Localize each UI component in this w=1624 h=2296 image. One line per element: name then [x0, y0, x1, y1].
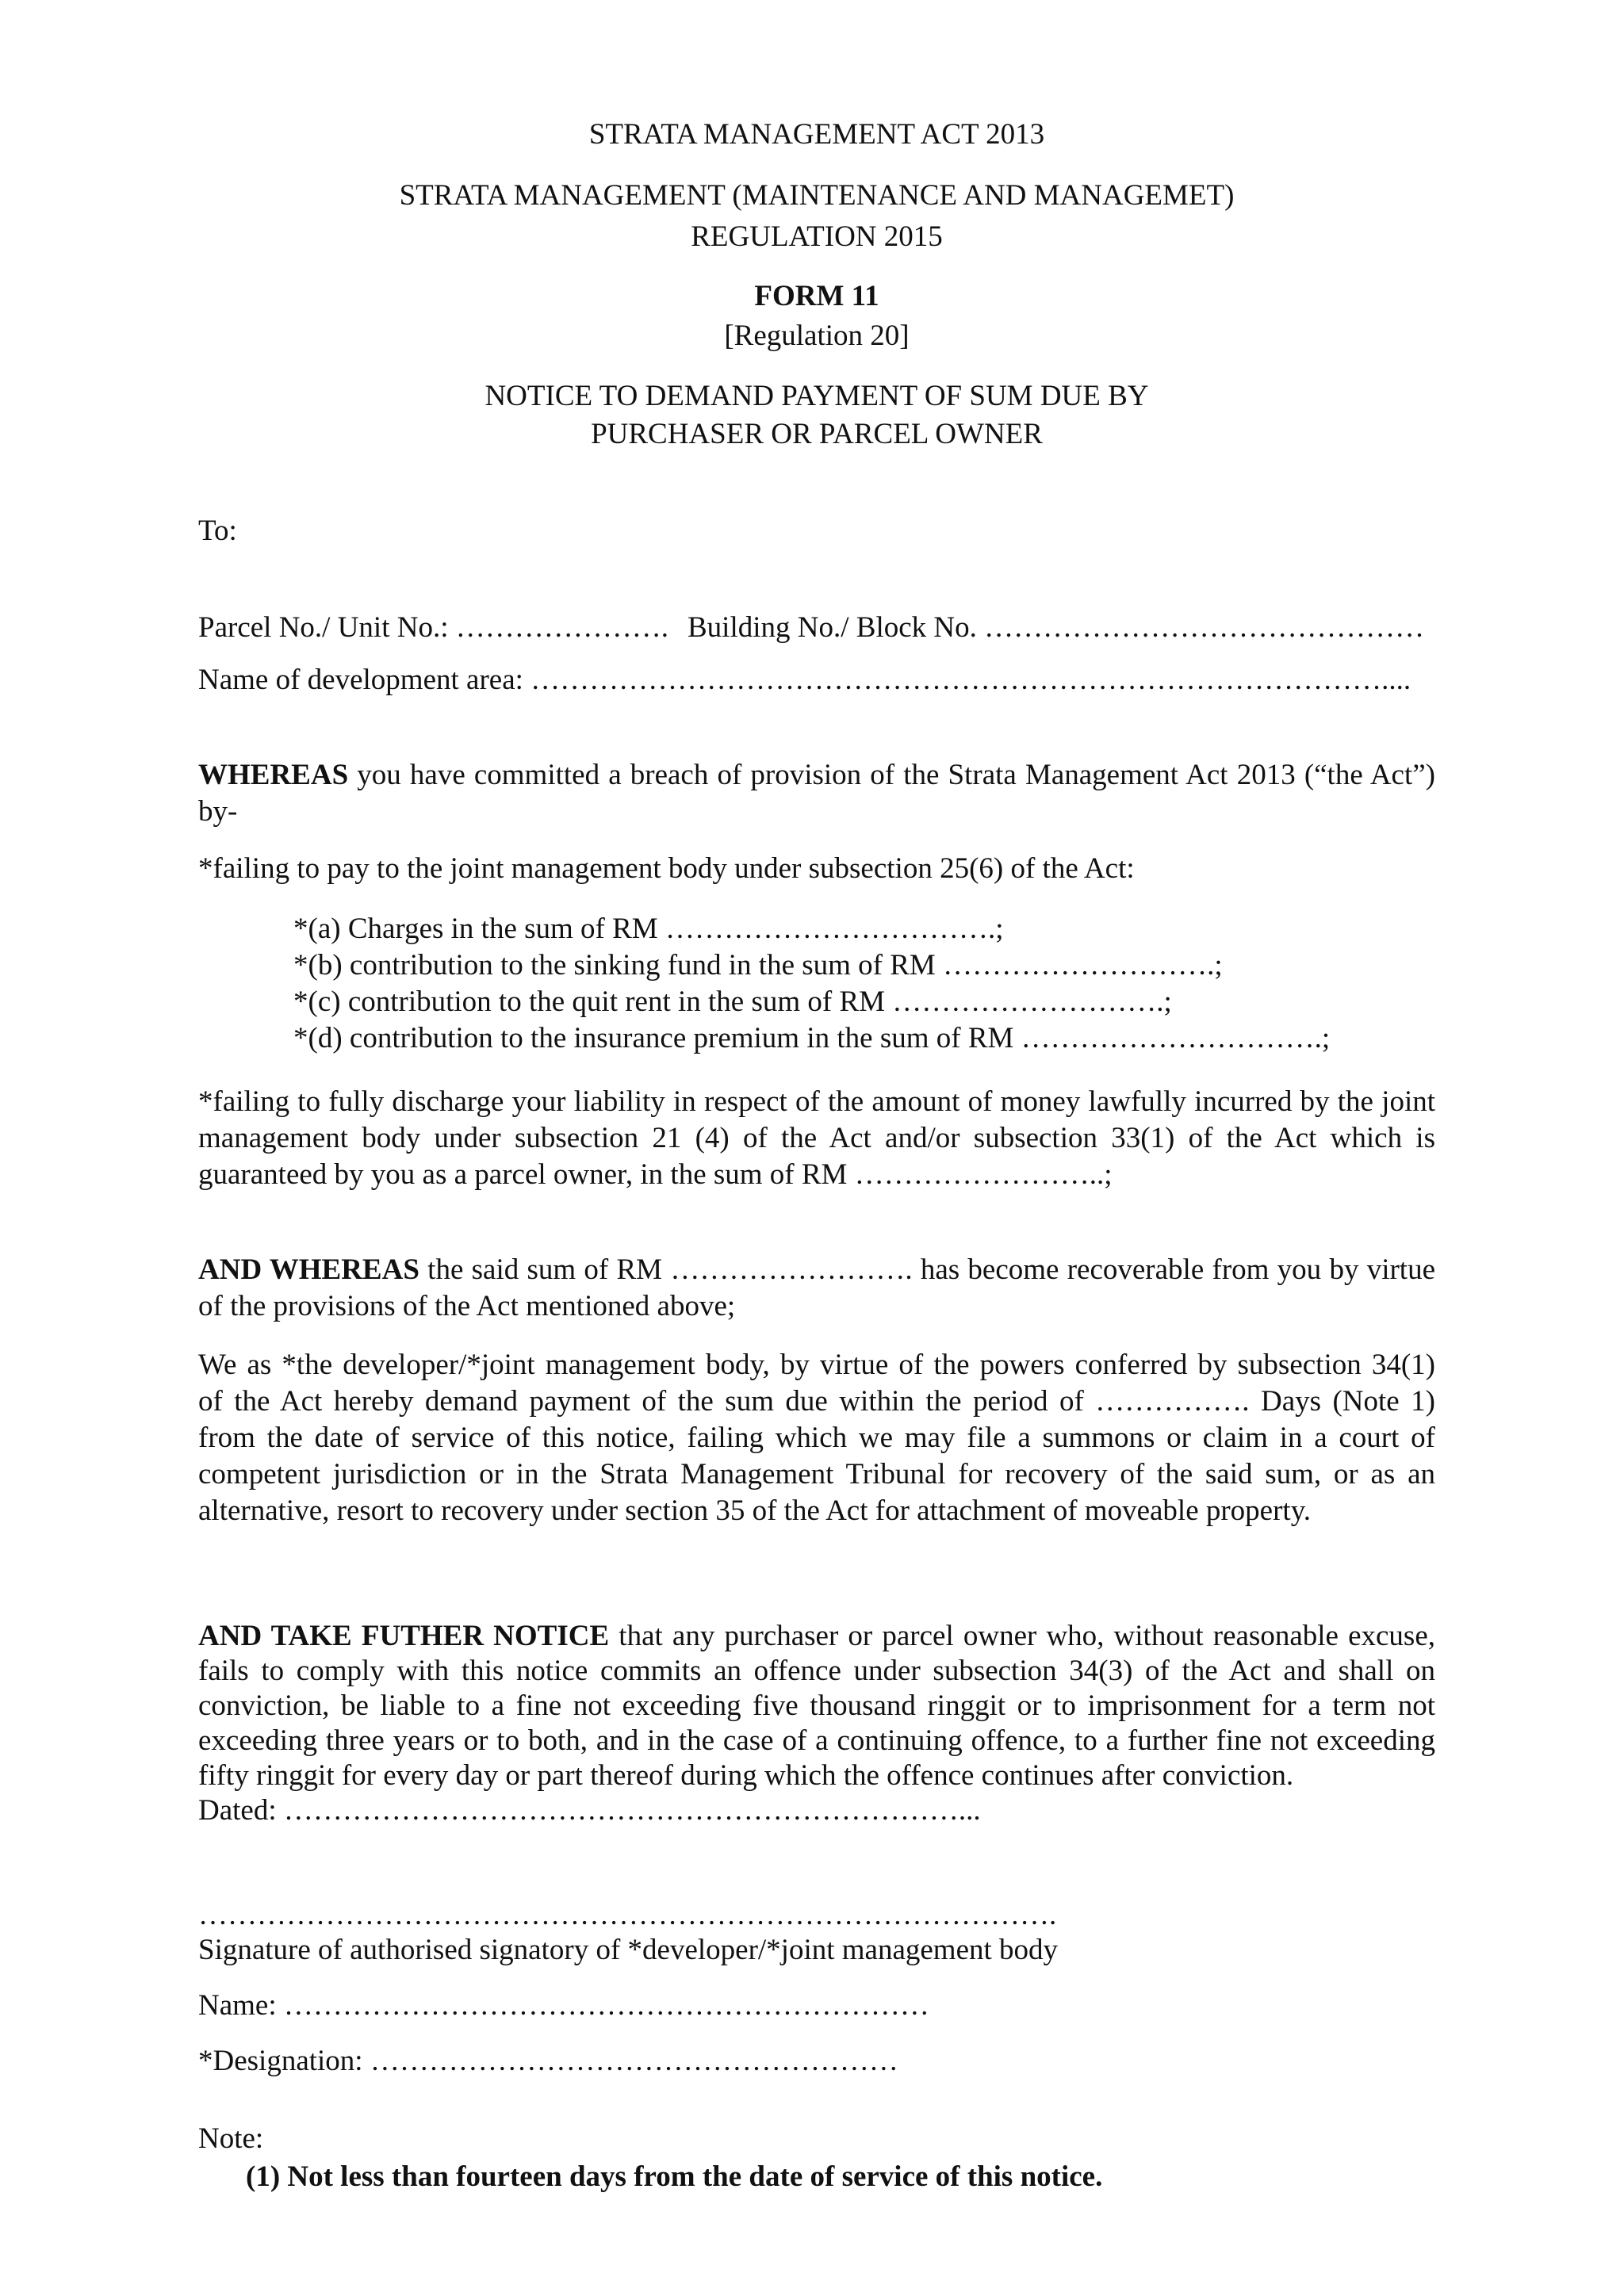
further-notice-line1 [198, 1619, 1435, 1654]
to-label: To: [198, 515, 237, 547]
demand-line5: alternative, resort to recovery under section 35 of the Act for attachment of moveable property. [198, 1494, 1312, 1527]
further-notice-line4: exceeding three years or to both, and in the case of a continuing offence, to a further fine not exceeding [198, 1724, 1435, 1757]
and-whereas-line2: of the provisions of the Act mentioned above; [198, 1290, 736, 1322]
and-whereas-lead: AND WHEREAS [198, 1253, 419, 1286]
demand-line2: of the Act hereby demand payment of the sum due within the period of ……………. Days (Note 1) [198, 1385, 1435, 1418]
note-item-1: (1) Not less than fourteen days from the date of service of this notice. [246, 2160, 1103, 2193]
whereas-text: you have committed a breach of provision of the Strata Management Act 2013 (“the Act”) [357, 759, 1435, 791]
further-notice-line2: fails to comply with this notice commits an offence under subsection 34(3) of the Act and shall on [198, 1655, 1435, 1687]
act-title: STRATA MANAGEMENT ACT 2013 [588, 118, 1045, 151]
further-notice-lead: AND TAKE FUTHER NOTICE [198, 1620, 610, 1652]
regulation-reference: [Regulation 20] [724, 320, 910, 352]
whereas-line2: by- [198, 795, 238, 828]
and-whereas-text: the said sum of RM ……………………. has become recoverable from you by virtue [427, 1253, 1435, 1286]
list-item: *(d) contribution to the insurance premium in the sum of RM ………………………….; [293, 1022, 1331, 1054]
demand-line1: We as *the developer/*joint management body, by virtue of the powers conferred by subsection 34(1) [198, 1349, 1435, 1381]
demand-line4: competent jurisdiction or in the Strata Management Tribunal for recovery of the said sum, or as an [198, 1458, 1435, 1490]
whereas-line1 [198, 758, 1435, 793]
building-block-field: Building No./ Block No. ……………………………………… [688, 611, 1425, 644]
development-area-field: Name of development area: …………………………………………………………………………….... [198, 664, 1411, 696]
list-item: *(b) contribution to the sinking fund in the sum of RM ……………………….; [293, 949, 1223, 982]
failing-discharge-line3: guaranteed by you as a parcel owner, in the sum of RM ……………………..; [198, 1158, 1113, 1191]
whereas-lead: WHEREAS [198, 759, 349, 791]
signature-caption: Signature of authorised signatory of *developer/*joint management body [198, 1934, 1059, 1966]
notice-title-line1: NOTICE TO DEMAND PAYMENT OF SUM DUE BY [485, 380, 1149, 412]
note-label: Note: [198, 2122, 264, 2155]
further-notice-text: that any purchaser or parcel owner who, without reasonable excuse, [619, 1620, 1435, 1652]
signature-line: ……………………………………………………………………………. [198, 1899, 1057, 1931]
further-notice-line3: conviction, be liable to a fine not exceeding five thousand ringgit or to imprisonment for a term not [198, 1689, 1435, 1722]
name-field: Name: ………………………………………………………… [198, 1989, 929, 2022]
and-whereas-line1 [198, 1253, 1435, 1288]
failing-discharge-line1: *failing to fully discharge your liability in respect of the amount of money lawfully incurred by the joint [198, 1085, 1435, 1118]
further-notice-line5: fifty ringgit for every day or part thereof during which the offence continues after conviction. [198, 1759, 1294, 1792]
designation-field: *Designation: ……………………………………………… [198, 2045, 898, 2077]
list-item: *(c) contribution to the quit rent in the sum of RM ……………………….; [293, 985, 1172, 1018]
parcel-unit-field: Parcel No./ Unit No.: …………………. [198, 611, 668, 644]
dated-field: Dated: ……………………………………………………………... [198, 1794, 981, 1827]
notice-title-line2: PURCHASER OR PARCEL OWNER [591, 418, 1043, 450]
failing-pay-intro: *failing to pay to the joint management body under subsection 25(6) of the Act: [198, 852, 1135, 885]
failing-discharge-line2: management body under subsection 21 (4) of the Act and/or subsection 33(1) of the Act which is [198, 1122, 1435, 1154]
regulation-title-line1: STRATA MANAGEMENT (MAINTENANCE AND MANAGEMET) [399, 179, 1235, 212]
form-number: FORM 11 [754, 280, 879, 312]
demand-line3: from the date of service of this notice, failing which we may file a summons or claim in a court of [198, 1422, 1435, 1454]
regulation-title-line2: REGULATION 2015 [691, 220, 943, 253]
list-item: *(a) Charges in the sum of RM …………………………….; [293, 913, 1004, 945]
